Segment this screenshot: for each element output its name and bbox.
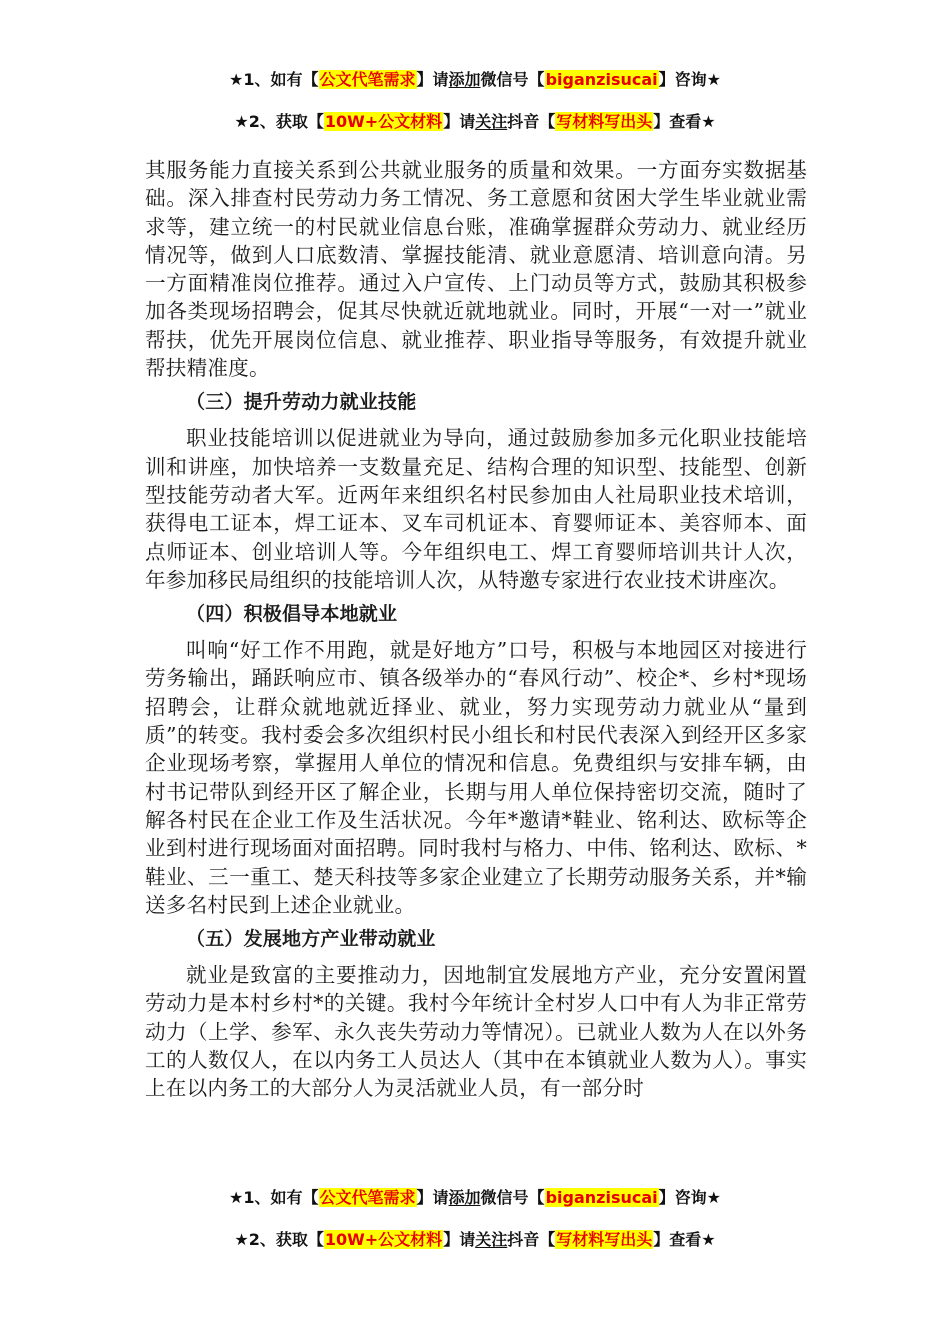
banner-highlight: 写材料写出头	[556, 112, 653, 131]
promo-banner-top-2	[0, 111, 950, 133]
banner-highlight: 写材料写出头	[556, 1230, 653, 1249]
section-heading-3: （三）提升劳动力就业技能	[186, 391, 417, 414]
banner-text: 微信号【	[480, 70, 545, 89]
banner-text: 微信号【	[480, 1188, 545, 1207]
banner-text: 抖音【	[507, 1230, 556, 1249]
promo-banner-top-1	[0, 69, 950, 91]
banner-text: 1、如有【	[243, 1188, 319, 1207]
banner-text: 】请	[416, 1188, 449, 1207]
section-heading-5: （五）发展地方产业带动就业	[186, 928, 436, 951]
banner-text: 】请	[443, 112, 476, 131]
banner-highlight: 公文代笔需求	[319, 1188, 416, 1207]
document-body	[145, 156, 807, 1103]
paragraph-section-5: 就业是致富的主要推动力，因地制宜发展地方产业，充分安置闲置劳动力是本村乡村*的关键。我村今年统计全村岁人口中有人为非正常劳动力（上学、参军、永久丧失劳动力等情况）。已就业人数为人在以外务工的人数仅人，在以内务工人员达人（其中在本镇就业人数为人）。事实上在以内务工的大部分人为灵活就业人员，有一部分时	[145, 963, 807, 1101]
section-heading-4: （四）积极倡导本地就业	[186, 603, 398, 626]
banner-underline: 关注	[475, 112, 508, 131]
banner-text: 】查看★	[653, 1230, 716, 1249]
banner-text: 2、获取【	[248, 1230, 324, 1249]
banner-text: 】咨询★	[658, 70, 721, 89]
banner-text: 】咨询★	[658, 1188, 721, 1207]
banner-text: 】请	[443, 1230, 476, 1249]
banner-highlight: biganzisucai	[545, 1188, 658, 1207]
promo-banner-bottom-1	[0, 1187, 950, 1209]
banner-text: 1、如有【	[243, 70, 319, 89]
star-icon: ★	[234, 1230, 249, 1249]
banner-underline: 添加	[448, 70, 481, 89]
paragraph-intro: 其服务能力直接关系到公共就业服务的质量和效果。一方面夯实数据基础。深入排查村民劳动力务工情况、务工意愿和贫困大学生毕业就业需求等，建立统一的村民就业信息台账，准确掌握群众劳动力、就业经历情况等，做到人口底数清、掌握技能清、就业意愿清、培训意向清。另一方面精准岗位推荐。通过入户宣传、上门动员等方式，鼓励其积极参加各类现场招聘会，促其尽快就近就地就业。同时，开展“一对一”就业帮扶，优先开展岗位信息、就业推荐、职业指导等服务，有效提升就业帮扶精准度。	[145, 158, 807, 381]
banner-highlight: 10W+公文材料	[324, 112, 443, 131]
banner-text: 抖音【	[507, 112, 556, 131]
banner-text: 2、获取【	[248, 112, 324, 131]
paragraph-section-4: 叫响“好工作不用跑，就是好地方”口号，积极与本地园区对接进行劳务输出，踊跃响应市、镇各级举办的“春风行动”、校企*、乡村*现场招聘会，让群众就地就近择业、就业，努力实现劳动力就业从“量到质”的转变。我村委会多次组织村民小组长和村民代表深入到经开区多家企业现场考察，掌握用人单位的情况和信息。免费组织与安排车辆，由村书记带队到经开区了解企业，长期与用人单位保持密切交流，随时了解各村民在企业工作及生活状况。今年*邀请*鞋业、铭利达、欧标等企业到村进行现场面对面招聘。同时我村与格力、中伟、铭利达、欧标、*鞋业、三一重工、楚天科技等多家企业建立了长期劳动服务关系，并*输送多名村民到上述企业就业。	[145, 638, 807, 917]
banner-highlight: biganzisucai	[545, 70, 658, 89]
banner-highlight: 公文代笔需求	[319, 70, 416, 89]
paragraph-section-3: 职业技能培训以促进就业为导向，通过鼓励参加多元化职业技能培训和讲座，加快培养一支数量充足、结构合理的知识型、技能型、创新型技能劳动者大军。近两年来组织名村民参加由人社局职业技术培训，获得电工证本，焊工证本、叉车司机证本、育婴师证本、美容师本、面点师证本、创业培训人等。今年组织电工、焊工育婴师培训共计人次，年参加移民局组织的技能培训人次，从特邀专家进行农业技术讲座次。	[145, 426, 807, 592]
star-icon: ★	[229, 1188, 244, 1207]
banner-highlight: 10W+公文材料	[324, 1230, 443, 1249]
banner-text: 】请	[416, 70, 449, 89]
promo-banner-bottom-2	[0, 1229, 950, 1251]
star-icon: ★	[234, 112, 249, 131]
banner-underline: 添加	[448, 1188, 481, 1207]
banner-underline: 关注	[475, 1230, 508, 1249]
star-icon: ★	[229, 70, 244, 89]
banner-text: 】查看★	[653, 112, 716, 131]
